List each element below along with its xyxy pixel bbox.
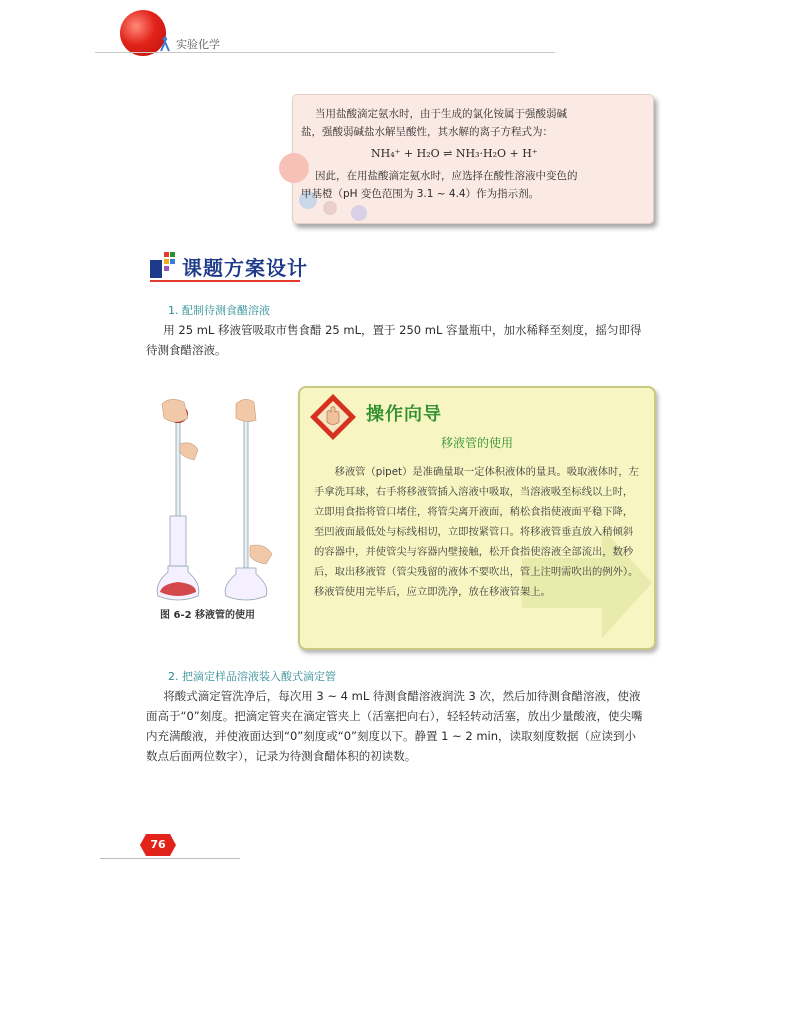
info-line-2: 盐，强酸弱碱盐水解呈酸性，其水解的离子方程式为： xyxy=(301,126,553,138)
step1-text: 用 25 mL 移液管吸取市售食醋 25 mL，置于 250 mL 容量瓶中，加水稀释至刻度，摇匀即得待测食醋溶液。 xyxy=(146,323,642,357)
section-underline xyxy=(150,280,300,282)
operation-guide-box xyxy=(298,386,656,650)
info-line-3: 因此，在用盐酸滴定氨水时，应选择在酸性溶液中变色的 xyxy=(315,170,578,182)
info-line-4: 甲基橙（pH 变色范围为 3.1 ~ 4.4）作为指示剂。 xyxy=(301,188,540,200)
figure-caption: 图 6-2 移液管的使用 xyxy=(160,610,256,621)
guide-title: 操作向导 xyxy=(366,404,442,425)
pipette-usage-figure xyxy=(140,396,290,606)
hydrolysis-equation: NH₄⁺ + H₂O ⇌ NH₃·H₂O + H⁺ xyxy=(371,147,538,160)
header-title: 实验化学 xyxy=(176,38,220,51)
header-divider xyxy=(95,52,555,53)
section-squares-icon xyxy=(150,252,176,278)
page-number: 76 xyxy=(150,838,166,851)
footer-divider xyxy=(100,858,240,859)
guide-subtitle: 移液管的使用 xyxy=(440,436,513,450)
section-title: 课题方案设计 xyxy=(182,256,308,280)
step1-heading: 1. 配制待测食醋溶液 xyxy=(168,304,270,317)
decor-bubble xyxy=(279,153,309,183)
step2-text: 将酸式滴定管洗净后，每次用 3 ~ 4 mL 待测食醋溶液润洗 3 次，然后加待测食醋溶液，使液面高于“0”刻度。把滴定管夹在滴定管夹上（活塞把向右），轻轻转动活塞，放出少量酸液，使尖嘴内充满酸液，并使液面达到“0”刻度或“0”刻度以下。静置 1 ~ 2 min，读取刻度数据（应读到小数点后面两位数字），记录为待测食醋体积的初读数。 xyxy=(146,689,643,763)
decor-bubble xyxy=(323,201,337,215)
figure-icon xyxy=(158,36,172,52)
step2-heading: 2. 把滴定样品溶液装入酸式滴定管 xyxy=(168,670,336,683)
decor-bubble xyxy=(351,205,367,221)
info-line-1: 当用盐酸滴定氨水时，由于生成的氯化铵属于强酸弱碱 xyxy=(315,108,567,120)
guide-text: 移液管（pipet）是准确量取一定体积液体的量具。吸取液体时，左手拿洗耳球，右手将移液管插入溶液中吸取，当溶液吸至标线以上时，立即用食指将管口堵住，将管尖离开液面，稍松食指使液面平稳下降，至凹液面最低处与标线相切，立即按紧管口。将移液管垂直放入稍倾斜的容器中，并使管尖与容器内壁接触，松开食指使溶液全部流出，数秒后，取出移液管（管尖残留的液体不要吹出，管上注明需吹出的例外）。移液管使用完毕后，应立即洗净，放在移液管架上。 xyxy=(314,466,639,598)
hydrolysis-info-box xyxy=(292,94,654,224)
